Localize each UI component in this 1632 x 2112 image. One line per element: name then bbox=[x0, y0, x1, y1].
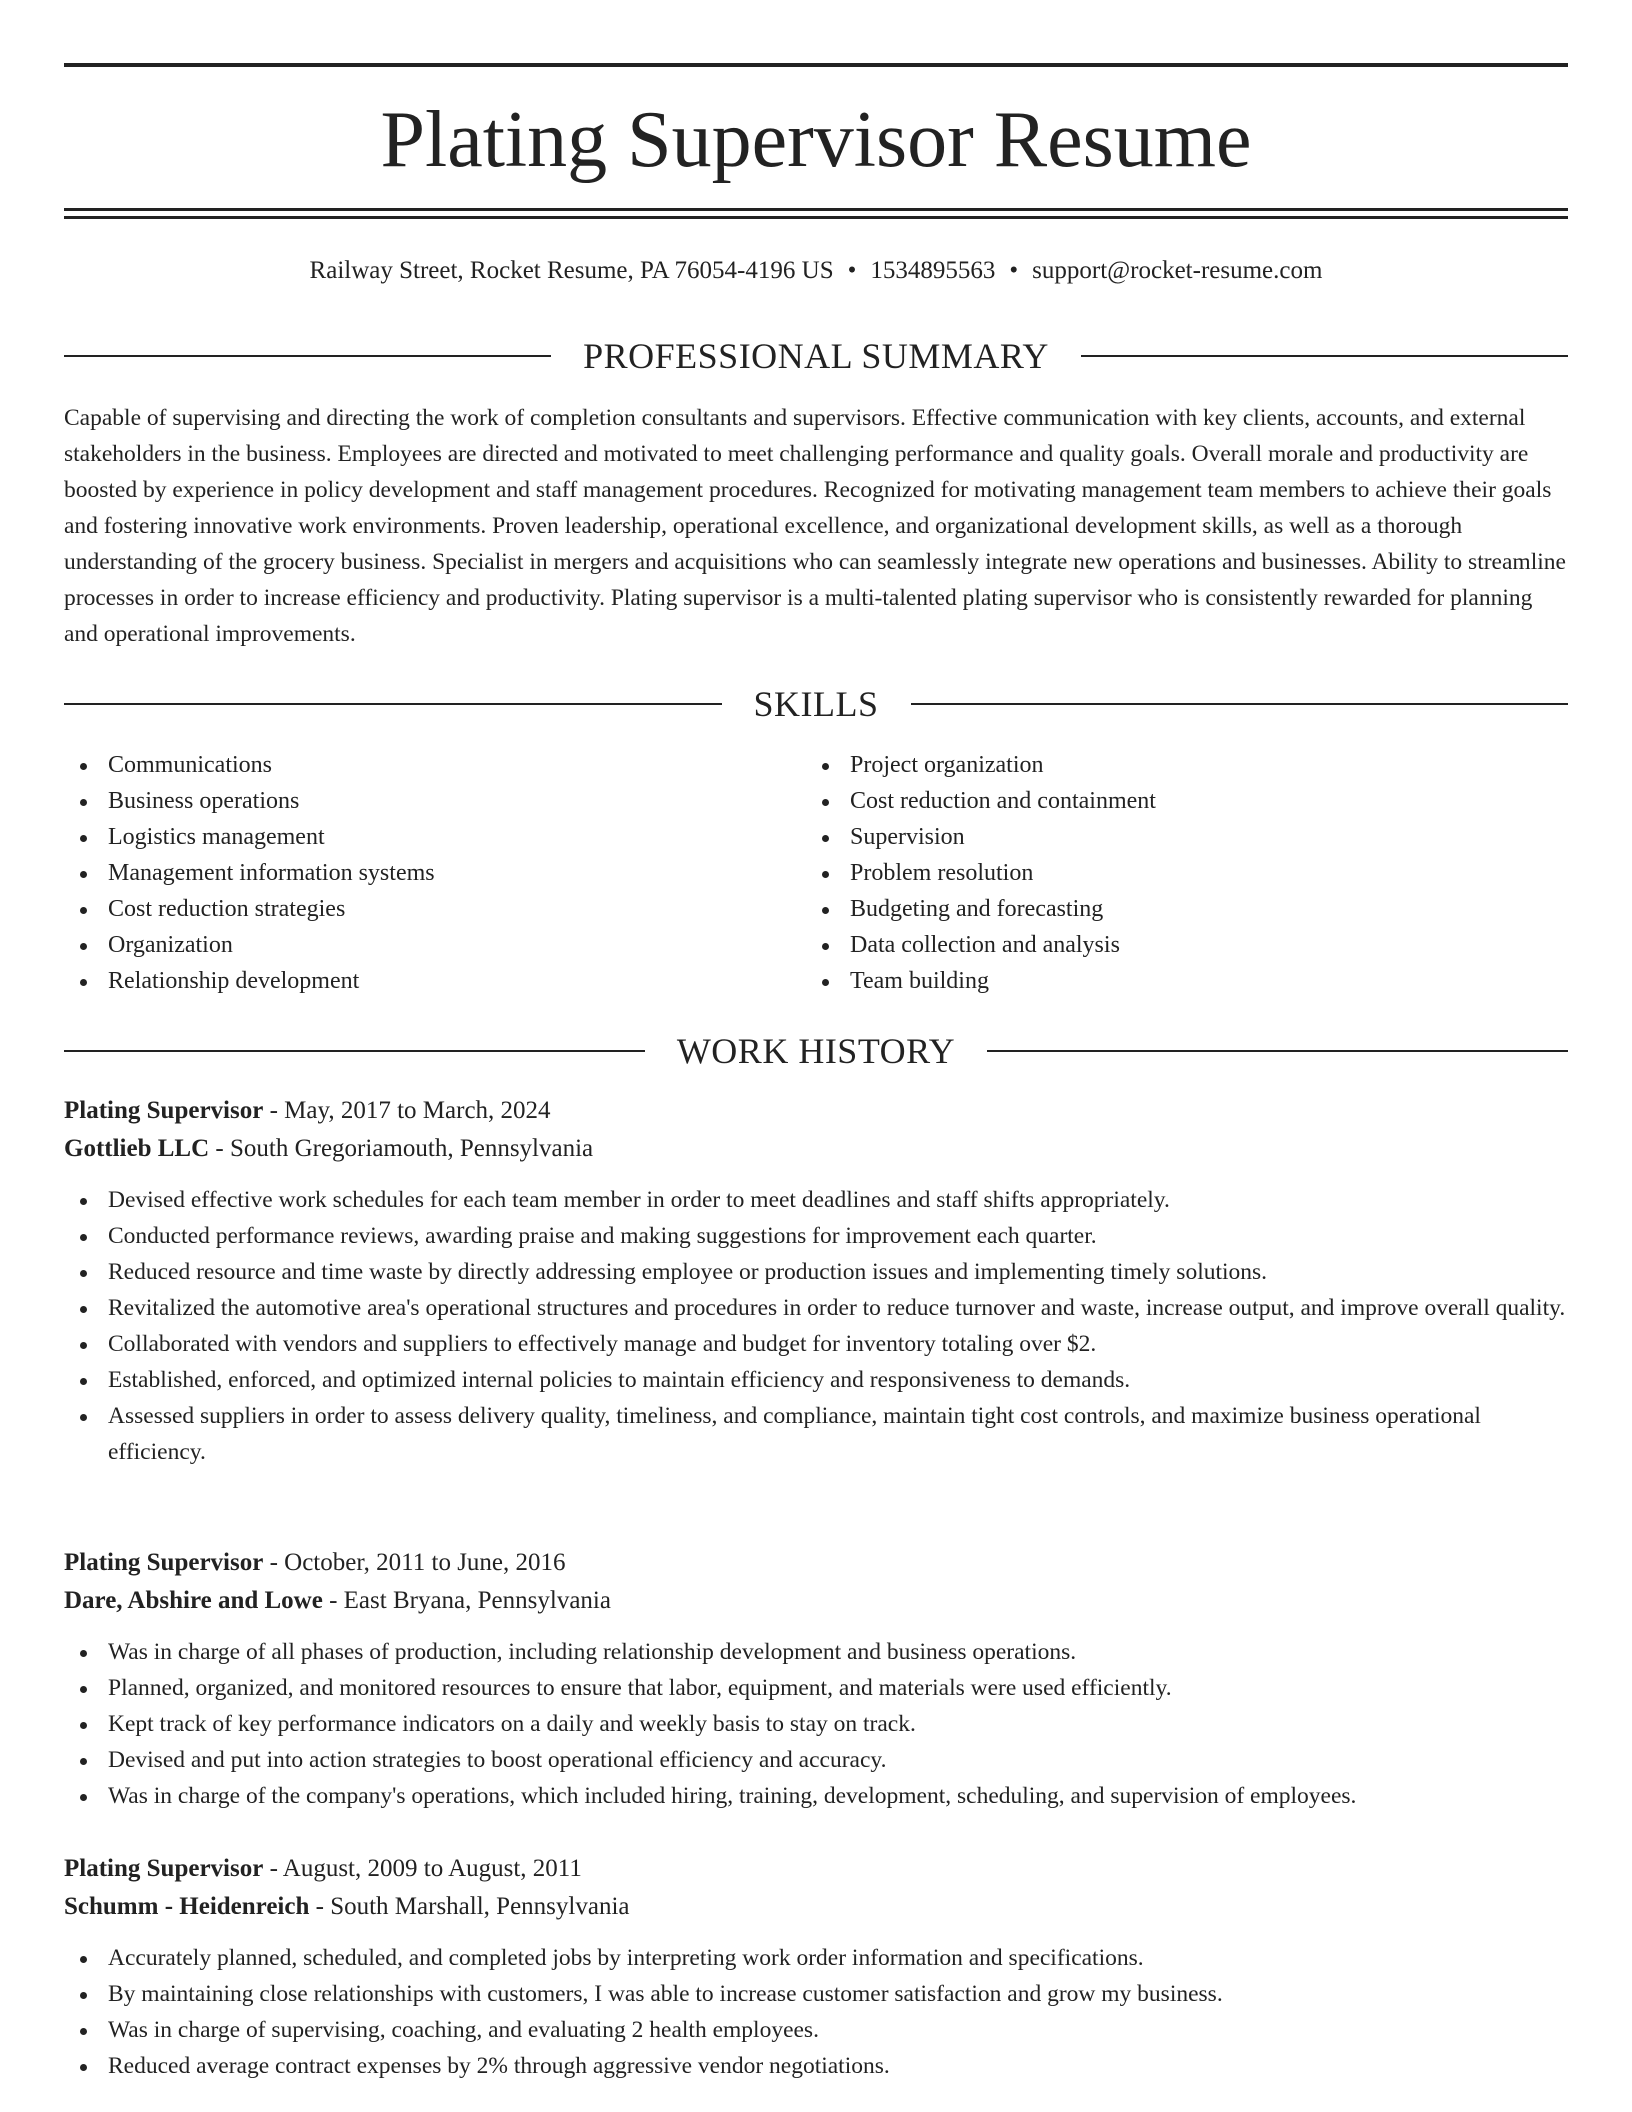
job-title-line bbox=[64, 1850, 1568, 1888]
skills-heading bbox=[64, 684, 1568, 724]
job-title-line bbox=[64, 1092, 1568, 1130]
job-bullet: Was in charge of supervising, coaching, and evaluating 2 health employees. bbox=[64, 2012, 1568, 2048]
summary-heading-label: PROFESSIONAL SUMMARY bbox=[583, 336, 1049, 376]
contact-line bbox=[64, 255, 1568, 287]
job-bullet: Reduced average contract expenses by 2% through aggressive vendor negotiations. bbox=[64, 2048, 1568, 2084]
skill-item: Supervision bbox=[806, 819, 1506, 855]
skill-item: Organization bbox=[64, 927, 764, 963]
job-bullet: Kept track of key performance indicators on a daily and weekly basis to stay on track. bbox=[64, 1706, 1568, 1742]
job-bullet: Reduced resource and time waste by directly addressing employee or production issues and implementing timely solutions. bbox=[64, 1254, 1568, 1290]
job-bullet: Accurately planned, scheduled, and completed jobs by interpreting work order information and specifications. bbox=[64, 1940, 1568, 1976]
job-location: - South Marshall, Pennsylvania bbox=[309, 1893, 630, 1920]
job-bullet: Established, enforced, and optimized internal policies to maintain efficiency and responsiveness to demands. bbox=[64, 1362, 1568, 1398]
work-history-heading-label: WORK HISTORY bbox=[676, 1031, 956, 1071]
skills-column-right bbox=[806, 747, 1506, 999]
job-bullets bbox=[64, 1182, 1568, 1470]
summary-text: Capable of supervising and directing the work of completion consultants and supervisors. Effective communication with key clients, accounts, and external stakeholders in the business. Employees are directed and motivated to meet challenging performance and quality goals. Overall morale and productivity are boosted by experience in policy development and staff management procedures. Recognized for motivating management team members to achieve their goals and fostering innovative work environments. Proven leadership, operational excellence, and organizational development skills, as well as a thorough understanding of the grocery business. Specialist in mergers and acquisitions who can seamlessly integrate new operations and businesses. Ability to streamline processes in order to increase efficiency and productivity. Plating supervisor is a multi-talented plating supervisor who is consistently rewarded for planning and operational improvements. bbox=[64, 405, 1566, 647]
job-bullets bbox=[64, 1634, 1568, 1814]
job-entry bbox=[64, 1092, 1568, 1470]
contact-address: Railway Street, Rocket Resume, PA 76054-4196 US bbox=[309, 257, 834, 284]
job-company-line bbox=[64, 1130, 1568, 1168]
skills-heading-label: SKILLS bbox=[753, 684, 879, 724]
heading-rule-left bbox=[64, 1050, 645, 1052]
heading-rule-right bbox=[987, 1050, 1568, 1052]
job-company: Schumm - Heidenreich bbox=[64, 1893, 310, 1920]
job-location: - South Gregoriamouth, Pennsylvania bbox=[209, 1135, 594, 1162]
contact-separator: • bbox=[847, 257, 857, 284]
job-company-line bbox=[64, 1888, 1568, 1926]
skill-item: Cost reduction and containment bbox=[806, 783, 1506, 819]
resume-title: Plating Supervisor Resume bbox=[380, 96, 1252, 184]
job-location: - East Bryana, Pennsylvania bbox=[322, 1587, 611, 1614]
skill-item: Management information systems bbox=[64, 855, 764, 891]
job-entry bbox=[64, 1544, 1568, 1814]
heading-rule-right bbox=[911, 703, 1569, 705]
job-bullet: Devised effective work schedules for each team member in order to meet deadlines and staff shifts appropriately. bbox=[64, 1182, 1568, 1218]
skill-item: Data collection and analysis bbox=[806, 927, 1506, 963]
skill-item: Budgeting and forecasting bbox=[806, 891, 1506, 927]
job-bullets bbox=[64, 1940, 1568, 2084]
job-entry bbox=[64, 1850, 1568, 2084]
job-title: Plating Supervisor bbox=[64, 1549, 264, 1576]
job-dates: - October, 2011 to June, 2016 bbox=[263, 1549, 566, 1576]
contact-email: support@rocket-resume.com bbox=[1032, 257, 1323, 284]
summary-heading bbox=[64, 336, 1568, 376]
job-title: Plating Supervisor bbox=[64, 1855, 264, 1882]
skill-item: Project organization bbox=[806, 747, 1506, 783]
job-bullet: Conducted performance reviews, awarding praise and making suggestions for improvement each quarter. bbox=[64, 1218, 1568, 1254]
job-company: Gottlieb LLC bbox=[64, 1135, 210, 1162]
job-title: Plating Supervisor bbox=[64, 1097, 264, 1124]
heading-rule-right bbox=[1081, 355, 1568, 357]
job-dates: - August, 2009 to August, 2011 bbox=[263, 1855, 582, 1882]
work-history-heading bbox=[64, 1031, 1568, 1071]
skill-item: Logistics management bbox=[64, 819, 764, 855]
skill-item: Relationship development bbox=[64, 963, 764, 999]
job-bullet: Devised and put into action strategies to boost operational efficiency and accuracy. bbox=[64, 1742, 1568, 1778]
job-bullet: Revitalized the automotive area's operational structures and procedures in order to reduce turnover and waste, increase output, and improve overall quality. bbox=[64, 1290, 1568, 1326]
job-bullet: Assessed suppliers in order to assess delivery quality, timeliness, and compliance, maintain tight cost controls, and maximize business operational efficiency. bbox=[64, 1398, 1568, 1470]
contact-separator: • bbox=[1009, 257, 1019, 284]
skill-item: Problem resolution bbox=[806, 855, 1506, 891]
skills-column-left bbox=[64, 747, 764, 999]
job-company-line bbox=[64, 1582, 1568, 1620]
skill-item: Cost reduction strategies bbox=[64, 891, 764, 927]
skill-item: Team building bbox=[806, 963, 1506, 999]
job-bullet: Collaborated with vendors and suppliers to effectively manage and budget for inventory totaling over $2. bbox=[64, 1326, 1568, 1362]
job-dates: - May, 2017 to March, 2024 bbox=[263, 1097, 551, 1124]
skill-item: Communications bbox=[64, 747, 764, 783]
job-company: Dare, Abshire and Lowe bbox=[64, 1587, 323, 1614]
header-double-rule-lower bbox=[64, 216, 1568, 219]
heading-rule-left bbox=[64, 703, 722, 705]
header-top-rule bbox=[64, 63, 1568, 67]
job-bullet: By maintaining close relationships with customers, I was able to increase customer satisfaction and grow my business. bbox=[64, 1976, 1568, 2012]
job-bullet: Was in charge of all phases of production, including relationship development and business operations. bbox=[64, 1634, 1568, 1670]
skill-item: Business operations bbox=[64, 783, 764, 819]
heading-rule-left bbox=[64, 355, 551, 357]
contact-phone: 1534895563 bbox=[870, 257, 996, 284]
job-bullet: Was in charge of the company's operations, which included hiring, training, development, scheduling, and supervision of employees. bbox=[64, 1778, 1568, 1814]
job-bullet: Planned, organized, and monitored resources to ensure that labor, equipment, and materials were used efficiently. bbox=[64, 1670, 1568, 1706]
job-title-line bbox=[64, 1544, 1568, 1582]
header-double-rule-upper bbox=[64, 208, 1568, 211]
